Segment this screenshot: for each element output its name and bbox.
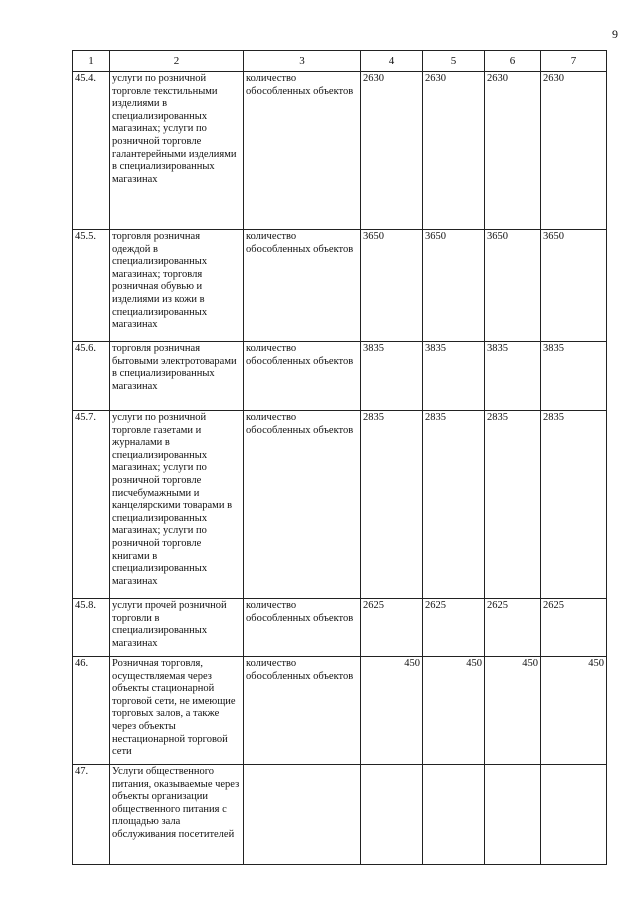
row-description: торговля розничная одеждой в специализированных магазинах; торговля розничная обувью и изделиями из кожи в специализированных магазинах — [110, 230, 244, 342]
row-value-6: 3650 — [485, 230, 541, 342]
row-value-7 — [541, 765, 607, 865]
row-value-7: 3835 — [541, 342, 607, 411]
tax-rates-table — [72, 50, 607, 865]
row-value-7: 2835 — [541, 411, 607, 599]
row-value-6 — [485, 765, 541, 865]
header-col-5: 5 — [423, 51, 485, 72]
header-row — [73, 51, 607, 72]
row-value-6: 3835 — [485, 342, 541, 411]
header-col-3: 3 — [244, 51, 361, 72]
row-value-6: 450 — [485, 657, 541, 765]
row-value-7: 450 — [541, 657, 607, 765]
row-value-5: 3835 — [423, 342, 485, 411]
row-unit: количество обособленных объектов — [244, 599, 361, 657]
header-col-1: 1 — [73, 51, 110, 72]
row-unit: количество обособленных объектов — [244, 230, 361, 342]
row-value-4: 2625 — [361, 599, 423, 657]
row-value-6: 2625 — [485, 599, 541, 657]
row-value-4: 2835 — [361, 411, 423, 599]
page-number: 9 — [612, 27, 618, 41]
header-col-6: 6 — [485, 51, 541, 72]
row-value-4: 2630 — [361, 72, 423, 230]
row-value-5 — [423, 765, 485, 865]
row-code: 45.7. — [73, 411, 110, 599]
row-code: 47. — [73, 765, 110, 865]
row-description: услуги по розничной торговле текстильными изделиями в специализированных магазинах; услуги по розничной торговле галантерейными изделиями в специализированных магазинах — [110, 72, 244, 230]
row-value-4: 3650 — [361, 230, 423, 342]
row-unit: количество обособленных объектов — [244, 657, 361, 765]
row-value-4: 450 — [361, 657, 423, 765]
header-col-4: 4 — [361, 51, 423, 72]
row-code: 45.8. — [73, 599, 110, 657]
row-value-6: 2630 — [485, 72, 541, 230]
row-unit — [244, 765, 361, 865]
row-value-4: 3835 — [361, 342, 423, 411]
row-value-7: 2630 — [541, 72, 607, 230]
row-description: услуги по розничной торговле газетами и журналами в специализированных магазинах; услуги по розничной торговле писчебумажными и канцелярскими товарами в специализированных магазинах; услуги по розничной торговле книгами в специализированных магазинах — [110, 411, 244, 599]
table-row — [73, 72, 607, 230]
table-row — [73, 599, 607, 657]
row-code: 45.4. — [73, 72, 110, 230]
row-description: Услуги общественного питания, оказываемые через объекты организации общественного питания с площадью зала обслуживания посетителей — [110, 765, 244, 865]
row-value-6: 2835 — [485, 411, 541, 599]
table-row — [73, 411, 607, 599]
row-unit: количество обособленных объектов — [244, 72, 361, 230]
row-code: 46. — [73, 657, 110, 765]
header-col-7: 7 — [541, 51, 607, 72]
row-value-5: 2835 — [423, 411, 485, 599]
row-unit: количество обособленных объектов — [244, 411, 361, 599]
row-value-5: 2630 — [423, 72, 485, 230]
table-row — [73, 657, 607, 765]
row-unit: количество обособленных объектов — [244, 342, 361, 411]
row-description: услуги прочей розничной торговли в специализированных магазинах — [110, 599, 244, 657]
row-value-5: 3650 — [423, 230, 485, 342]
row-code: 45.5. — [73, 230, 110, 342]
row-value-5: 450 — [423, 657, 485, 765]
table-row — [73, 342, 607, 411]
header-col-2: 2 — [110, 51, 244, 72]
table-row — [73, 765, 607, 865]
row-value-5: 2625 — [423, 599, 485, 657]
row-code: 45.6. — [73, 342, 110, 411]
row-description: Розничная торговля, осуществляемая через объекты стационарной торговой сети, не имеющие торговых залов, а также через объекты нестационарной торговой сети — [110, 657, 244, 765]
row-value-7: 3650 — [541, 230, 607, 342]
row-description: торговля розничная бытовыми электротоварами в специализированных магазинах — [110, 342, 244, 411]
table-row — [73, 230, 607, 342]
row-value-7: 2625 — [541, 599, 607, 657]
row-value-4 — [361, 765, 423, 865]
